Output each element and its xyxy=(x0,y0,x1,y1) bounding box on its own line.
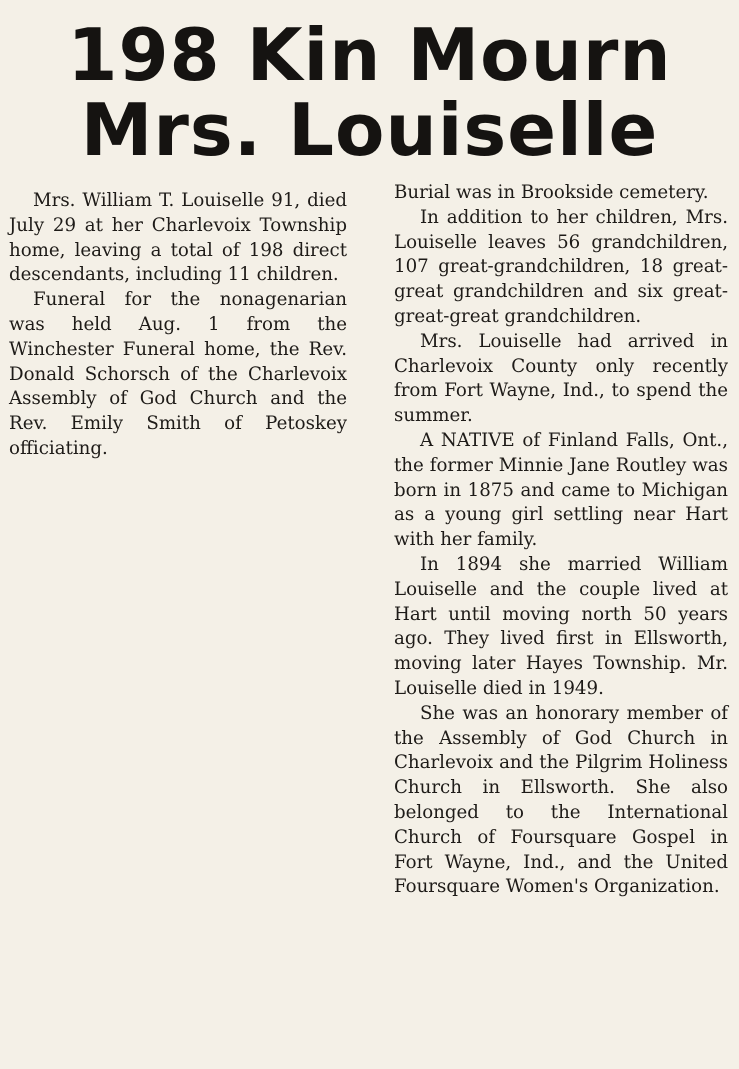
bottom-cutoff-edge xyxy=(390,1040,739,1069)
headline-line-1: 198 Kin Mourn xyxy=(67,13,672,97)
paragraph-native: A NATIVE of Finland Falls, Ont., the former Minnie Jane Routley was born in 1875 and came to Michigan as a young girl settling near Hart with her family. xyxy=(394,429,728,551)
paragraph-survivors: In addition to her children, Mrs. Louiselle leaves 56 grandchildren, 107 great-grandchildren, 18 great-great grandchildren and six great-great-great grandchildren. xyxy=(394,206,728,327)
paragraph-memberships: She was an honorary member of the Assembly of God Church in Charlevoix and the Pilgrim Holiness Church in Ellsworth. She also belonged to the International Church of Foursquare Gospel in Fort Wayne, Ind., and the United Foursquare Women's Organization. xyxy=(394,702,728,898)
headline-line-2: Mrs. Louiselle xyxy=(80,88,659,172)
right-column xyxy=(394,181,728,900)
paragraph-funeral: Funeral for the nonagenarian was held Aug. 1 from the Winchester Funeral home, the Rev. Donald Schorsch of the Charlevoix Assembly of God Church and the Rev. Emily Smith of Petoskey officiating. xyxy=(9,289,347,459)
paragraph-marriage: In 1894 she married William Louiselle and the couple lived at Hart until moving north 50 years ago. They lived first in Ellsworth, moving later Hayes Township. Mr. Louiselle died in 1949. xyxy=(394,553,728,699)
paragraph-arrival: Mrs. Louiselle had arrived in Charlevoix County only recently from Fort Wayne, Ind., to spend the summer. xyxy=(394,330,728,427)
paragraph-burial: Burial was in Brookside cemetery. xyxy=(394,182,709,203)
paragraph-death-notice: Mrs. William T. Louiselle 91, died July 29 at her Charlevoix Township home, leaving a total of 198 direct descendants, including 11 children. xyxy=(9,190,347,286)
left-column xyxy=(9,189,347,462)
